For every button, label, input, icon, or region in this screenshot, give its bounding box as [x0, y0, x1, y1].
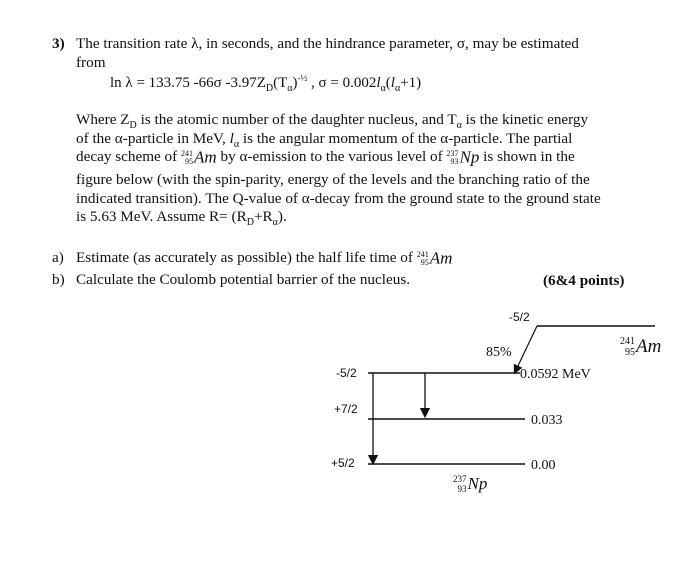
intro-line-2: from: [76, 54, 106, 71]
para-line-6: is 5.63 MeV. Assume $R= (R_D+R_\alpha)$.: [76, 208, 287, 229]
para-line-1: Where $Z_D$ is the atomic number of the daughter nucleus, and $T_\alpha$ is the kinetic energy: [76, 111, 589, 132]
am-nuclide-inline: 241 95Am: [181, 147, 217, 167]
level-energy-000: 0.00: [531, 458, 556, 473]
branching-ratio-label: 85%: [486, 345, 512, 360]
para-line-3: decay scheme of 241 95Am by α-emission to the various level of 237 93Np is shown in the: [76, 147, 575, 167]
part-a-text: Estimate (as accurately as possible) the half life time of 241 95Am: [76, 248, 453, 268]
part-a-label: a): [52, 249, 64, 266]
np-nuclide-diagram: 237 93Np: [453, 474, 488, 494]
level-energy-0033: 0.033: [531, 413, 563, 428]
level-spin-000: +5/2: [331, 456, 355, 470]
level-spin-0592: -5/2: [336, 366, 357, 380]
equation: ln λ = 133.75 -66σ $-3.97Z_D(T_\alpha)^{-\frac{1}{2}}$ , $\sigma = 0.002l_\alpha(l_\alpha+1)$: [110, 73, 422, 94]
level-spin-0033: +7/2: [334, 402, 358, 416]
parent-spin-label: -5/2: [509, 310, 530, 324]
part-b-label: b): [52, 271, 65, 288]
np-nuclide-inline: 237 93Np: [446, 147, 480, 167]
para-line-5: indicated transition). The Q-value of α-decay from the ground state to the ground state: [76, 190, 601, 207]
am-nuclide-diagram: 241 95Am: [620, 336, 662, 358]
level-energy-0592: 0.0592 MeV: [520, 367, 591, 382]
problem-number: 3): [52, 35, 65, 52]
points-label: (6&4 points): [543, 272, 625, 289]
alpha-transition-arrow: [516, 326, 537, 370]
part-b-text: Calculate the Coulomb potential barrier of the nucleus.: [76, 271, 411, 288]
para-line-4: figure below (with the spin-parity, energy of the levels and the branching ratio of the: [76, 171, 590, 188]
para-line-2: of the α-particle in MeV, $l_\alpha$ is the angular momentum of the α-particle. The partial: [76, 130, 573, 151]
am-nuclide-part-a: 241 95Am: [416, 248, 453, 268]
intro-line-1: The transition rate λ, in seconds, and the hindrance parameter, σ, may be estimated: [76, 35, 579, 52]
